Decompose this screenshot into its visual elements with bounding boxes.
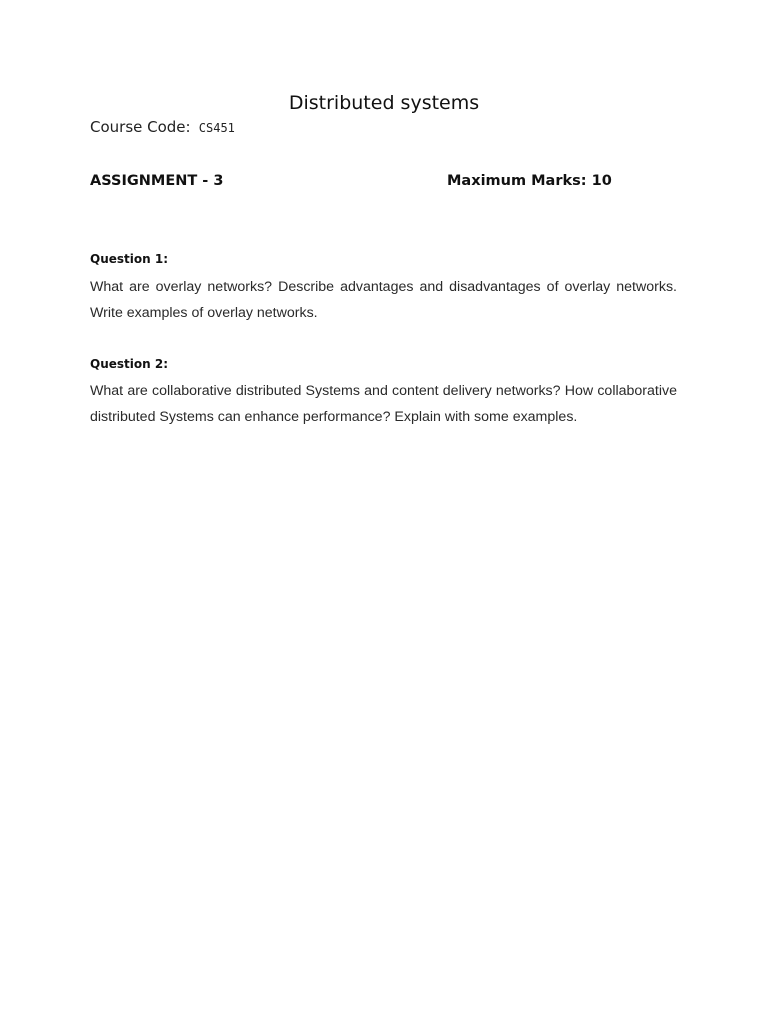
course-code-line	[90, 118, 235, 136]
course-code-label: Course Code:	[90, 118, 191, 136]
question-1-heading: Question 1:	[90, 252, 168, 266]
question-2-heading: Question 2:	[90, 357, 168, 371]
maximum-marks: Maximum Marks: 10	[447, 173, 612, 189]
assignment-number: ASSIGNMENT - 3	[90, 173, 224, 189]
document-title: Distributed systems	[288, 92, 480, 114]
question-2-text: What are collaborative distributed Systems and content delivery networks? How collaborative distributed Systems can enhance performance? Explain with some examples.	[90, 383, 677, 425]
question-1-text: What are overlay networks? Describe advantages and disadvantages of overlay networks. Write examples of overlay networks.	[90, 279, 677, 321]
course-code-value: CS451	[198, 121, 235, 135]
